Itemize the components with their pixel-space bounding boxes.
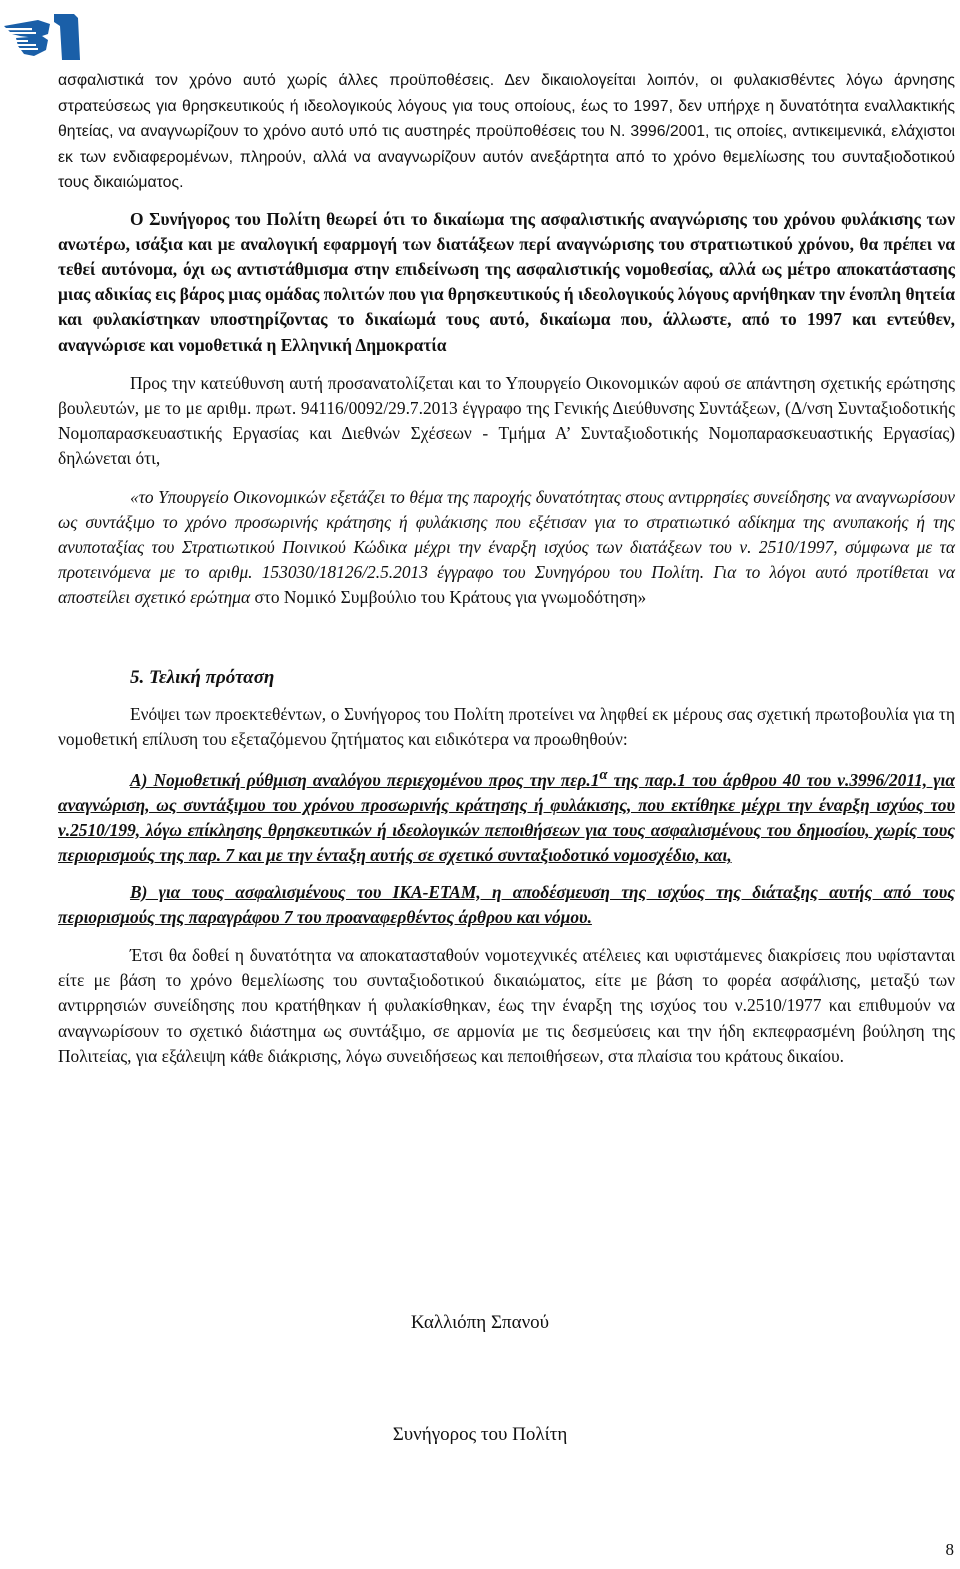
paragraph-closing: Έτσι θα δοθεί η δυνατότητα να αποκατασταθούν νομοτεχνικές ατέλειες και υφιστάμενες διακρίσεις που υφίστανται είτε με βάση το χρόνο θεμελίωσης του συνταξιοδοτικού δικαιώματος, είτε με βάση το φορέα ασφάλισης, μεταξύ των αντιρρησιών συνείδησης που κρατήθηκαν ή φυλακίσθηκαν, έως την έναρξη της ισχύος του ν.2510/1977 και επιθυμούν να αναγνωρίσουν το σχετικό διάστημα ως συντάξιμο, σε αρμονία με τις δεσμεύσεις και την ήδη εκπεφρασμένη βούληση της Πολιτείας, για εξάλειψη κάθε διάκρισης, λόγω συνειδήσεως και πεποιθήσεων, στα πλαίσια του κράτους δικαίου. xyxy=(58,944,955,1066)
paragraph-continued: ασφαλιστικά τον χρόνο αυτό χωρίς άλλες προϋποθέσεις. Δεν δικαιολογείται λοιπόν, οι φυλακισθέντες λόγω άρνησης στρατεύσεως για θρησκευτικούς ή ιδεολογικούς λόγους για τους οποίους, έως το 1997, δεν υπήρχε η δυνατότητα εναλλακτικής θητείας, να αναγνωρίζουν το χρόνο αυτό υπό τις αυστηρές προϋποθέσεις του Ν. 3996/2001, τις οποίες, αντικειμενικά, ελάχιστοι εκ των ενδιαφερομένων, πληρούν, αλλά να αναγνωρίζουν αυτόν ανεξάρτητα από το χρόνο θεμελίωσης του συνταξιοδοτικού τους δικαιώματος. xyxy=(58,72,955,191)
proposal-a-text-end: της παρ.1 του άρθρου 40 του ν.3996/2011, για αναγνώριση, ως συντάξιμου του χρόνου προσωρινής κράτησης ή φυλάκισης, που εκτίθηκε μέχρι την έναρξη ισχύος του ν.2510/199, λόγω επίκλησης θρησκευτικών ή ιδεολογικών πεποιθήσεων για τους ασφαλισμένους του δημοσίου, χωρίς τους περιορισμούς της παρ. 7 και με την ένταξη αυτής σε σχετικό συνταξιοδοτικό νομοσχέδιο, και, xyxy=(58,769,955,866)
quote-italic-part: «το Υπουργείο Οικονομικών εξετάζει το θέμα της παροχής δυνατότητας στους αντιρρησίες συνείδησης να αναγνωρίσουν ως συντάξιμο το χρόνο προσωρινής κράτησης ή φυλάκισης που εξέτισαν για το στρατιωτικό αδίκημα της ανυπακοής ή της ανυποταξίας του Στρατιωτικού Ποινικού Κώδικα μέχρι την έναρξη ισχύος των διατάξεων του ν. 2510/1997, σύμφωνα με τα προτεινόμενα με το αριθμ. 153030/18126/2.5.2013 έγγραφο του Συνηγόρου του Πολίτη. Για το λόγοι αυτό προτίθεται να αποστείλει σχετικό ερώτημα xyxy=(58,486,955,608)
ombudsman-logo xyxy=(2,4,94,64)
proposal-a xyxy=(58,763,955,869)
paragraph-ombudsman-position: Ο Συνήγορος του Πολίτη θεωρεί ότι το δικαίωμα της ασφαλιστικής αναγνώρισης του χρόνου φυλάκισης των ανωτέρω, ισάξια και με αναλογική εφαρμογή των διατάξεων περί αναγνώρισης του στρατιωτικού χρόνου, θα πρέπει να τεθεί αυτόνομα, όχι ως αντιστάθμισμα στην επιδείνωση της ασφαλιστικής νομοθεσίας, αλλά ως μέτρο αποκατάστασης μιας αδικίας εις βάρος μιας ομάδας πολιτών που για θρησκευτικούς ή ιδεολογικούς λόγους αρνήθηκαν την ένοπλη θητεία και φυλακίστηκαν υποστηρίζοντας το δικαίωμά τους αυτό, δικαίωμα που, άλλωστε, από το 1997 και εντεύθεν, αναγνώρισε και νομοθετικά η Ελληνική Δημοκρατία xyxy=(58,208,955,355)
proposal-b: Β) για τους ασφαλισμένους του ΙΚΑ-ΕΤΑΜ, η αποδέσμευση της ισχύος της διάταξης αυτής από τους περιορισμούς της παραγράφου 7 του προαναφερθέντος άρθρου και νόμου. xyxy=(58,881,955,927)
page-number: 8 xyxy=(945,1540,954,1559)
proposal-a-superscript: α xyxy=(599,766,608,783)
paragraph-proposal-intro: Ενόψει των προεκτεθέντων, ο Συνήγορος του Πολίτη προτείνει να ληφθεί εκ μέρους σας σχετική πρωτοβουλία για τη νομοθετική επίλυση του εξεταζόμενου ζητήματος και ειδικότερα να προωθηθούν: xyxy=(58,703,955,749)
ministry-quote xyxy=(58,485,955,611)
quote-upright-part: στο Νομικό Συμβούλιο του Κράτους για γνωμοδότηση» xyxy=(250,587,647,608)
signature-title: Συνήγορος του Πολίτη xyxy=(392,1424,568,1445)
signature-name: Καλλιόπη Σπανού xyxy=(410,1312,550,1333)
paragraph-ministry-response: Προς την κατεύθυνση αυτή προσανατολίζεται και το Υπουργείο Οικονομικών αφού σε απάντηση σχετικής ερώτησης βουλευτών, με το με αριθμ. πρωτ. 94116/0092/29.7.2013 έγγραφο της Γενικής Διεύθυνσης Συντάξεων, (Δ/νση Συνταξιοδοτικής Νομοπαρασκευαστικής Εργασίας και Διεθνών Σχέσεων - Τμήμα Α’ Συνταξιοδοτικής Νομοπαρασκευαστικής Εργασίας) δηλώνεται ότι, xyxy=(58,372,955,469)
section-heading: 5. Τελική πρόταση xyxy=(130,666,275,688)
document-body xyxy=(58,68,955,1069)
proposal-a-text-start: Α) Νομοθετική ρύθμιση αναλόγου περιεχομένου προς την περ.1 xyxy=(130,769,600,790)
